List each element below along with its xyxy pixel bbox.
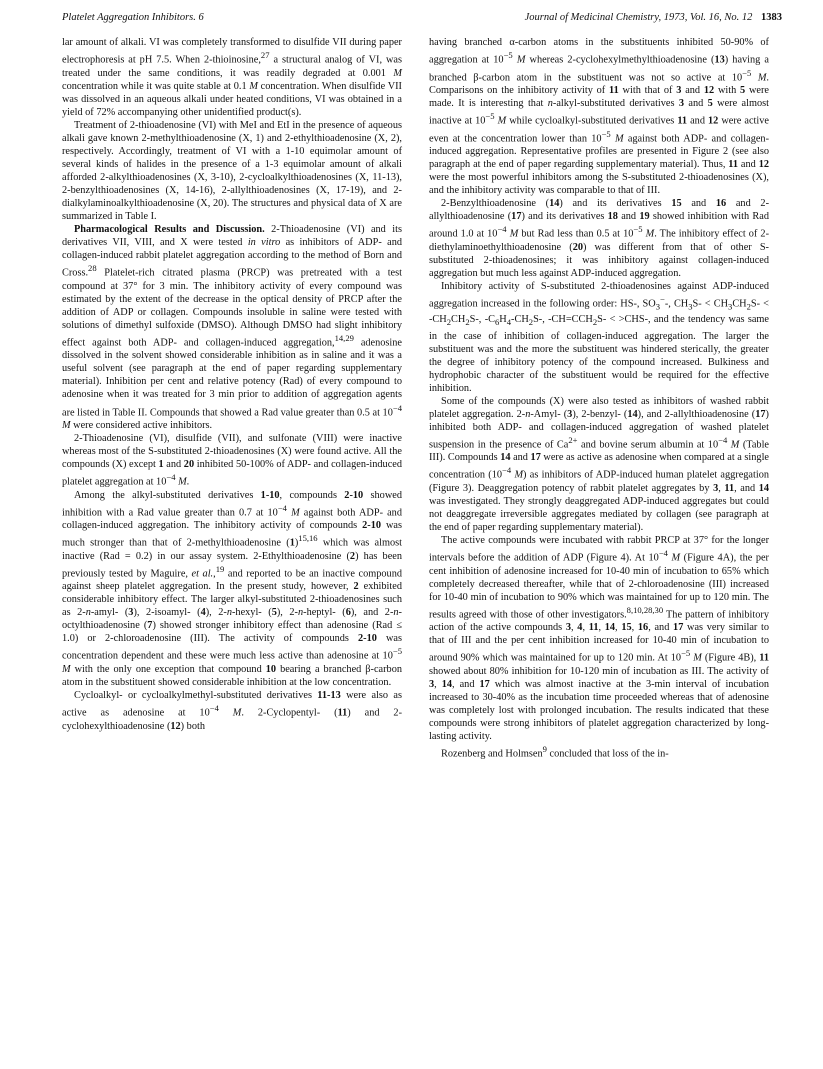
journal-name: Journal of Medicinal Chemistry, 1973, Vol. 16, No. 12 [524, 12, 753, 23]
left-column [62, 36, 402, 733]
paragraph: 2-Benzylthioadenosine (14) and its derivatives 15 and 16 and 2-allylthioadenosine (17) and its derivatives 18 and 19 showed inhibition with Rad around 1.0 at $10^{-4}$ M but Rad less than 0.5 at $10^{-5}$ M. The inhibitory effect of 2-diethylaminoethylthioadenosine (20) was different from that of other S-substituted 2-thioadenosines; it was inhibitory against collagen-induced aggregation but much less against ADP-induced aggregation. [429, 198, 770, 279]
journal-citation [525, 12, 782, 23]
running-title: Platelet Aggregation Inhibitors. 6 [62, 12, 204, 23]
paragraph: 2-Thioadenosine (VI), disulfide (VII), and sulfonate (VIII) were inactive whereas most of the S-substituted 2-thioadenosines (X) were found active. All the compounds (X) except 1 and 20 inhibited 50-100% of ADP- and collagen-induced platelet aggregation at $10^{-4}$ M. [62, 433, 402, 488]
paragraph: Among the alkyl-substituted derivatives 1-10, compounds 2-10 showed inhibition with a Rad value greater than 0.7 at $10^{-4}$ M against both ADP- and collagen-induced aggregation. The inhibitory activity of compounds 2-10 was much stronger than that of 2-methylthioadenosine $(1)^{15,16}$ which was almost inactive (Rad = 0.2) in our assay system. 2-Ethylthioadenosine (2) has been previously tested by Maguire, et al.,$^{19}$ and reported to be an inactive compound against sheep platelet aggregation. In the present study, however, 2 exhibited considerable inhibitory effect. The larger alkyl-substituted 2-thioadenosines such as 2-n-amyl- (3), 2-isoamyl- (4), 2-n-hexyl- (5), 2-n-heptyl- (6), and 2-n-octylthioadenosine (7) showed stronger inhibitory effect than adenosine (Rad ≤ 1.0) or 2-chloroadenosine (III). The activity of compounds 2-10 was concentration dependent and these were much less active than adenosine at $10^{-5}$ M with the only one exception that compound 10 bearing a branched β-carbon atom in the substituent showed considerable inhibition at the low concentration. [62, 489, 402, 688]
paragraph: Cycloalkyl- or cycloalkylmethyl-substituted derivatives 11-13 were also as active as adenosine at $10^{-4}$ M. 2-Cyclopentyl- (11) and 2-cyclohexylthioadenosine (12) both [62, 690, 403, 732]
paragraph: Rozenberg and Holmsen$^9$ concluded that loss of the in- [441, 744, 669, 760]
paragraph: Treatment of 2-thioadenosine (VI) with MeI and EtI in the presence of aqueous alkali gave known 2-methylthioadenosine (X, 1) and 2-ethylthioadenosine (X, 2), respectively. Accordingly, treatment of VI with a 1-10 equimolar amount of several kinds of halides in the presence of a 1-3 equimolar amount of alkali afforded 2-alkylthioadenosines (X, 3-10), 2-cycloalkylthioadenosines (X, 11-13), 2-benzylthioadenosines (X, 14-16), 2-allylthioadenosines (X, 17-19), and 2-dialkylaminoalkylthioadenosine (X, 20). The structures and physical data of X are summarized in Table I. [62, 119, 402, 223]
paragraph: Inhibitory activity of S-substituted 2-thioadenosines against ADP-induced aggregation increased in the following order: HS-, $SO_3^--$, $CH_3S- < CH_3CH_2S- < -CH_2CH_2S-$, $-C_6H_4-CH_2S-$, $-CH=CCH_2S- < >CHS-$, and the tendency was same in the case of inhibition of collagen-induced aggregation. The larger the substituent was and the more the substituent was hindered sterically, the greater the degree of inhibitory potency of the compound increased. Bulkiness and hydrophobic character of the substituent would be required for the effective inhibition. [429, 280, 769, 394]
running-header [62, 12, 782, 28]
right-column [429, 36, 769, 761]
paragraph: lar amount of alkali. VI was completely transformed to disulfide VII during paper electrophoresis at pH 7.5. When 2-thioinosine,$^{27}$ a structural analog of VI, was treated under the same conditions, it was readily degraded at 0.001 M concentration while it was quite stable at 0.1 M concentration. When disulfide VII was dissolved in an aqueous alkali under heated conditions, VI was obtained in a yield of 72% accompanying other unidentified product(s). [62, 37, 402, 118]
page-number: 1383 [761, 12, 782, 23]
paragraph: Pharmacological Results and Discussion. 2-Thioadenosine (VI) and its derivatives VII, VIII, and X were tested in vitro as inhibitors of ADP- and collagen-induced rabbit platelet aggregation according to the method of Born and Cross.$^{28}$ Platelet-rich citrated plasma (PRCP) was pretreated with a test compound at 37° for 3 min. The inhibitory activity of every compound was estimated by the extent of the decrease in the optical density of PRCP after the addition of ADP or collagen. Compounds insoluble in saline were tested with solutions of dimethyl sulfoxide (DMSO). Although DMSO had slight inhibitory effect against both ADP- and collagen-induced aggregation,$^{14,29}$ adenosine dissolved in the solvent showed considerable inhibition as in saline and it was a useful solvent (see paragraph at the end of paper regarding supplementary material). Inhibition per cent and relative potency (Rad) of every compound to adenosine when it was treated for 3 min prior to addition of aggregation agents are listed in Table II. Compounds that showed a Rad value greater than 0.5 at $10^{-4}$ M were considered active inhibitors. [62, 224, 402, 431]
paragraph: The active compounds were incubated with rabbit PRCP at 37° for the longer intervals before the addition of ADP (Figure 4). At $10^{-4}$ M (Figure 4A), the per cent inhibition of adenosine increased for 10-40 min of incubation to 65% which completely decreased thereafter, while that of 2-chloroadenosine (III) increased for 10-40 min of incubation to 90% which was maintained for up to 120 min. The results agreed with those of other investigators.$^{8,10,28,30}$ The pattern of inhibitory action of the active compounds 3, 4, 11, 14, 15, 16, and 17 was very similar to that of III and the per cent inhibition increased for 10-40 min of incubation to around 90% which was maintained for up to 120 min. At $10^{-5}$ M (Figure 4B), 11 showed about 80% inhibition for 10-120 min of incubation as III. The activity of 3, 14, and 17 which was almost inactive at the 3-min interval of incubation increased to 30-40% as the incubation time proceeded whereas that of adenosine was completely lost with prolonged incubation. The results indicated that these compounds were strong inhibitors of platelet aggregation characterized by long-lasting activity. [429, 535, 770, 743]
paragraph: having branched α-carbon atoms in the substituents inhibited 50-90% of aggregation at $10^{-5}$ M whereas 2-cyclohexylmethylthioadenosine (13) having a branched β-carbon atom in the substituent was not so active at $10^{-5}$ M. Comparisons on the inhibitory activity of 11 with that of 3 and 12 with 5 were made. It is interesting that n-alkyl-substituted derivatives 3 and 5 were almost inactive at $10^{-5}$ M while cycloalkyl-substituted derivatives 11 and 12 were active even at the concentration lower than $10^{-5}$ M against both ADP- and collagen-induced aggregation. Representative profiles are presented in Figure 2 (see also paragraph at the end of paper regarding supplementary material). Thus, 11 and 12 were the most powerful inhibitors among the S-substituted 2-thioadenosines (X), and the inhibitory activity was comparable to that of III. [429, 37, 770, 197]
paragraph: Some of the compounds (X) were also tested as inhibitors of washed rabbit platelet aggregation. 2-n-Amyl- (3), 2-benzyl- (14), and 2-allylthioadenosine (17) inhibited both ADP- and collagen-induced aggregation of washed platelet suspension in the presence of $Ca^{2+}$ and bovine serum albumin at $10^{-4}$ M (Table III). Compounds 14 and 17 were as active as adenosine when compared at a single concentration ($10^{-4}$ M) as inhibitors of ADP-induced human platelet aggregation (Figure 3). Deaggregation potency of rabbit platelet aggregates by 3, 11, and 14 was investigated. They strongly deaggregated ADP-induced aggregates but could not deaggregate irreversible aggregates mediated by collagen (see paragraph at the end of paper regarding supplementary material). [429, 395, 770, 534]
